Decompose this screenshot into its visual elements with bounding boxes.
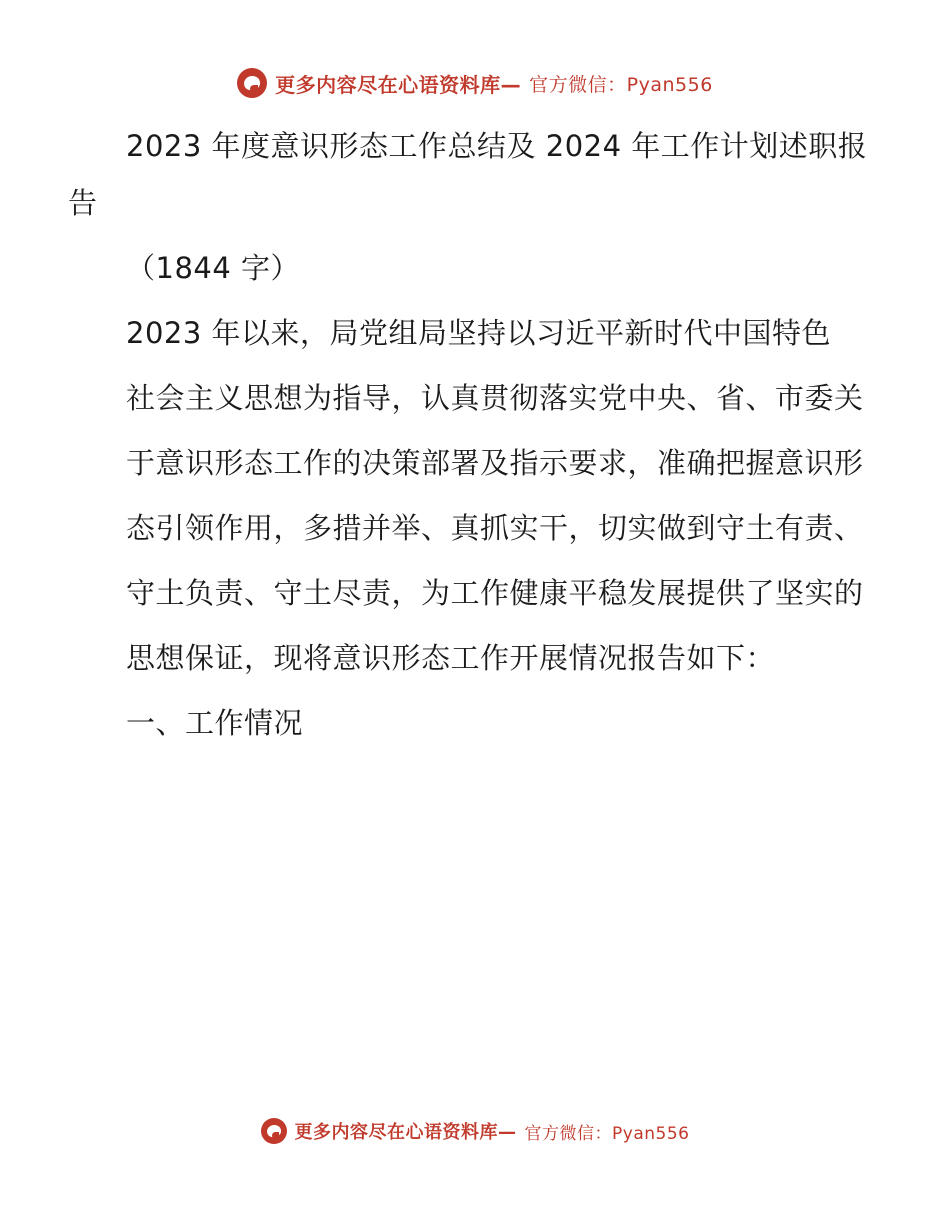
swan-logo-icon	[237, 68, 267, 98]
promo-banner-bottom	[0, 1118, 950, 1144]
promo-main-text: 更多内容尽在心语资料库—	[294, 1122, 517, 1143]
document-paragraph: 一、工作情况	[126, 706, 304, 740]
promo-main-text: 更多内容尽在心语资料库—	[275, 72, 522, 97]
document-paragraph: 2023 年以来，局党组局坚持以习近平新时代中国特色	[126, 316, 832, 350]
promo-banner-top	[0, 68, 950, 98]
promo-sub-text: 官方微信：Pyan556	[524, 1123, 690, 1144]
document-paragraph: （1844 字）	[126, 251, 301, 285]
promo-sub-text: 官方微信：Pyan556	[529, 73, 713, 96]
document-paragraph: 守土负责、守土尽责，为工作健康平稳发展提供了坚实的	[126, 576, 864, 610]
document-paragraph: 2023 年度意识形态工作总结及 2024 年工作计划述职报告	[68, 129, 868, 220]
document-paragraph: 于意识形态工作的决策部署及指示要求，准确把握意识形	[126, 446, 864, 480]
document-paragraph: 态引领作用，多措并举、真抓实干，切实做到守土有责、	[126, 511, 864, 545]
document-paragraph: 社会主义思想为指导，认真贯彻落实党中央、省、市委关	[126, 381, 864, 415]
document-paragraph: 思想保证，现将意识形态工作开展情况报告如下：	[126, 641, 776, 675]
document-text-body	[68, 118, 882, 752]
swan-logo-icon	[261, 1118, 287, 1144]
